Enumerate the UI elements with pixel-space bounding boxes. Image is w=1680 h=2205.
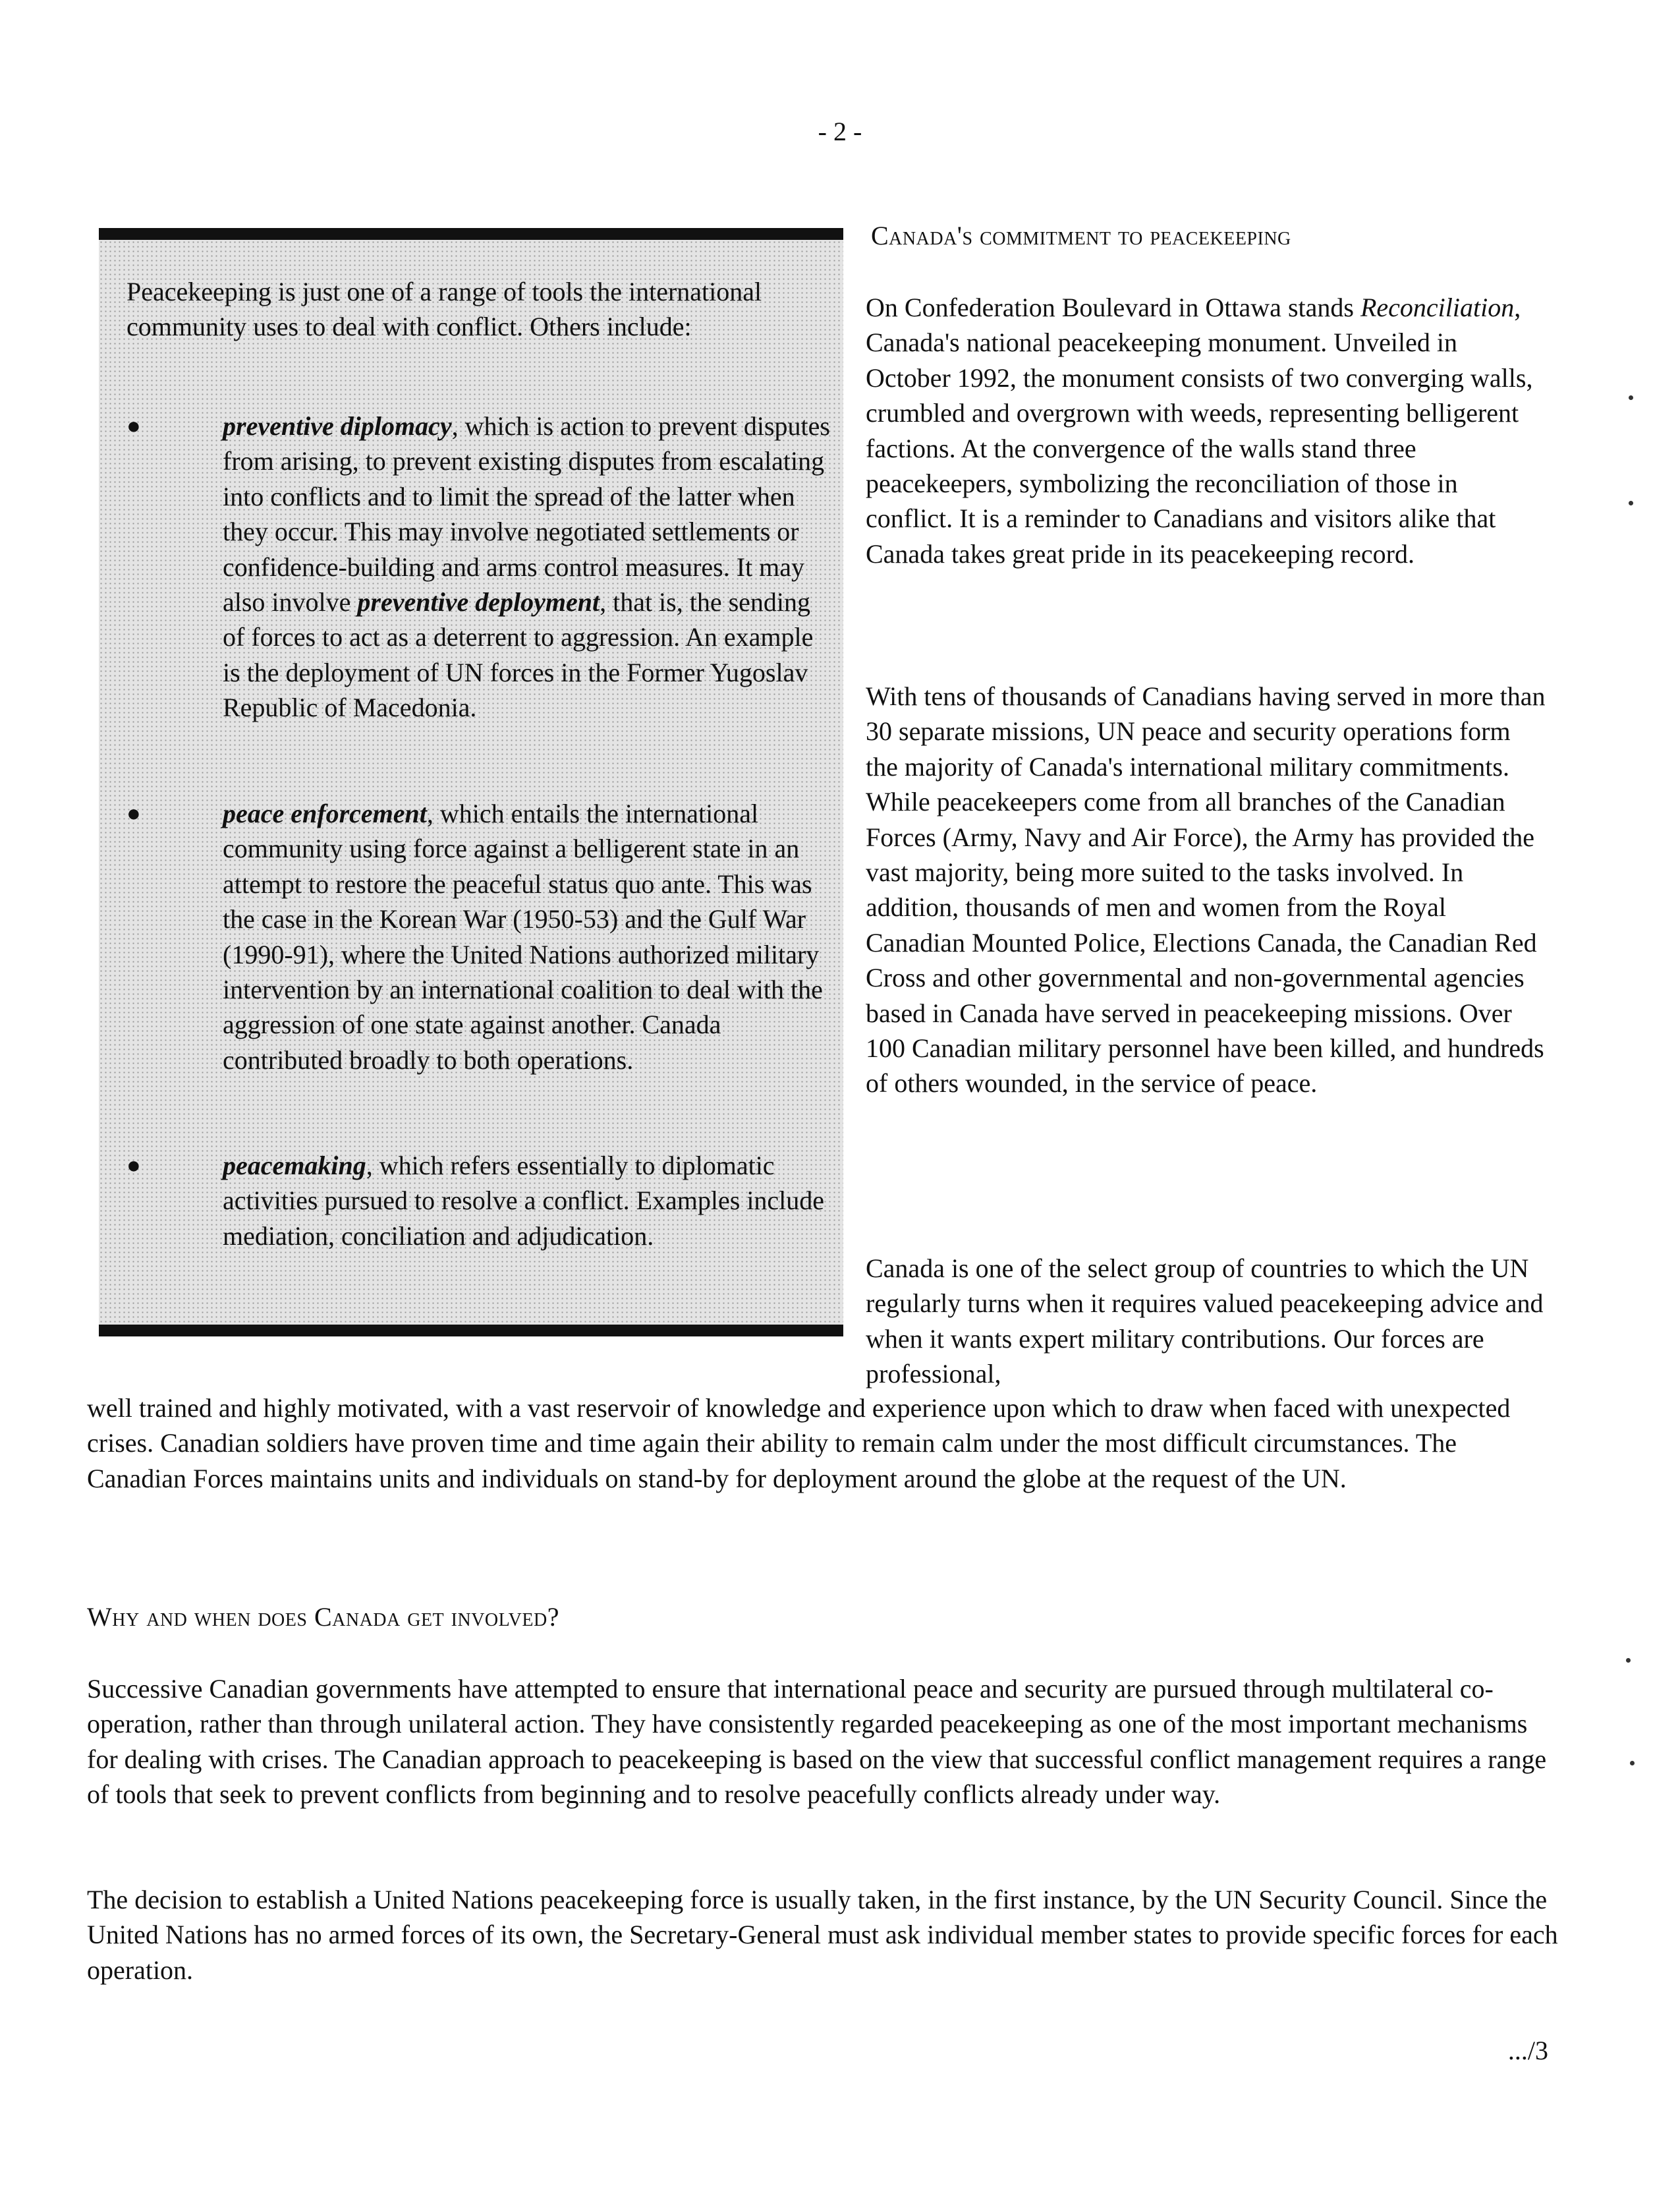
monument-name: Reconciliation (1360, 293, 1515, 322)
item-text-part: , which entails the international community using force against a belligerent state in an attempt to restore the peaceful status quo ante. This was the case in the Korean War (1950-53) and the Gulf War (1990-91), where the United Nations authorized military intervention by an international coalition to deal with the aggression of one state against another. Canada contributed broadly to both operations. (223, 799, 823, 1075)
sidebar-intro: Peacekeeping is just one of a range of tools the international community uses to deal with conflict. Others include: (126, 277, 762, 342)
section-heading-involvement: Why and when does Canada get involved? (87, 1602, 559, 1632)
continuation-marker: .../3 (1507, 2036, 1548, 2065)
sidebar-bottom-rule (99, 1325, 843, 1336)
sidebar-item-text (223, 1148, 835, 1253)
page-number: - 2 - (818, 117, 862, 146)
item-text-part: , that is, the sending of forces to act as a deterrent to aggression. An example is the deployment of UN forces in the Former Yugoslav Republic of Macedonia. (223, 587, 814, 723)
bullet-icon: ● (126, 1152, 141, 1178)
involvement-paragraph-1: Successive Canadian governments have attempted to ensure that international peace and security are pursued through multilateral co-operation, rather than through unilateral action. They have consistently regarded peacekeeping as one of the most important mechanisms for dealing with crises. The Canadian approach to peacekeeping is based on the view that successful conflict management requires a range of tools that seek to prevent conflicts from beginning and to resolve peacefully conflicts already under way. (87, 1674, 1547, 1810)
paragraph-text: , Canada's national peacekeeping monument. Unveiled in October 1992, the monument consists of two converging walls, crumbled and overgrown with weeds, representing belligerent factions. At the convergence of the walls stand three peacekeepers, symbolizing the reconciliation of those in conflict. It is a reminder to Canadians and visitors alike that Canada takes great pride in its peacekeeping record. (866, 293, 1533, 569)
term-preventive-deployment: preventive deployment (357, 587, 600, 617)
term-preventive-diplomacy: preventive diplomacy (223, 411, 452, 441)
commitment-paragraph-3-full: well trained and highly motivated, with a vast reservoir of knowledge and experience upon which to draw when faced with unexpected crises. Canadian soldiers have proven time and time again their ability to remain calm under the most difficult circumstances. The Canadian Forces maintains units and individuals on stand-by for deployment around the globe at the request of the UN. (87, 1393, 1511, 1493)
scan-speck (1629, 395, 1633, 400)
scan-speck (1630, 1761, 1635, 1765)
paragraph-text: On Confederation Boulevard in Ottawa stands (866, 293, 1360, 322)
commitment-paragraph-1 (866, 290, 1548, 571)
commitment-paragraph-2: With tens of thousands of Canadians having served in more than 30 separate missions, UN peace and security operations form the majority of Canada's international military commitments. While peacekeepers come from all branches of the Canadian Forces (Army, Navy and Air Force), the Army has provided the vast majority, being more suited to the tasks involved. In addition, thousands of men and women from the Royal Canadian Mounted Police, Elections Canada, the Canadian Red Cross and other governmental and non-governmental agencies based in Canada have served in peacekeeping missions. Over 100 Canadian military personnel have been killed, and hundreds of others wounded, in the service of peace. (866, 681, 1546, 1099)
sidebar-body (99, 240, 843, 1325)
term-peacemaking: peacemaking (223, 1151, 366, 1180)
scan-speck (1626, 1658, 1631, 1663)
sidebar-item-text (223, 409, 835, 726)
sidebar-box (99, 228, 843, 1336)
bullet-icon: ● (126, 413, 141, 439)
scan-speck (1629, 501, 1633, 505)
bullet-icon: ● (126, 800, 141, 826)
sidebar-item-text (223, 796, 835, 1077)
section-heading-commitment: Canada's commitment to peacekeeping (871, 221, 1291, 250)
item-text-part: , which refers essentially to diplomatic activities pursued to resolve a conflict. Examples include mediation, conciliation and adjudication. (223, 1151, 825, 1251)
item-text-part: , which is action to prevent disputes from arising, to prevent existing disputes from escalating into conflicts and to limit the spread of the latter when they occur. This may involve negotiated settlements or confidence-building and arms control measures. It may also involve (223, 411, 830, 617)
commitment-paragraph-3-column: Canada is one of the select group of countries to which the UN regularly turns when it requires valued peacekeeping advice and when it wants expert military contributions. Our forces are professional, (866, 1253, 1544, 1389)
sidebar-top-rule (99, 228, 843, 240)
term-peace-enforcement: peace enforcement (223, 799, 427, 828)
involvement-paragraph-2: The decision to establish a United Nations peacekeeping force is usually taken, in the first instance, by the UN Security Council. Since the United Nations has no armed forces of its own, the Secretary-General must ask individual member states to provide specific forces for each operation. (87, 1885, 1558, 1985)
